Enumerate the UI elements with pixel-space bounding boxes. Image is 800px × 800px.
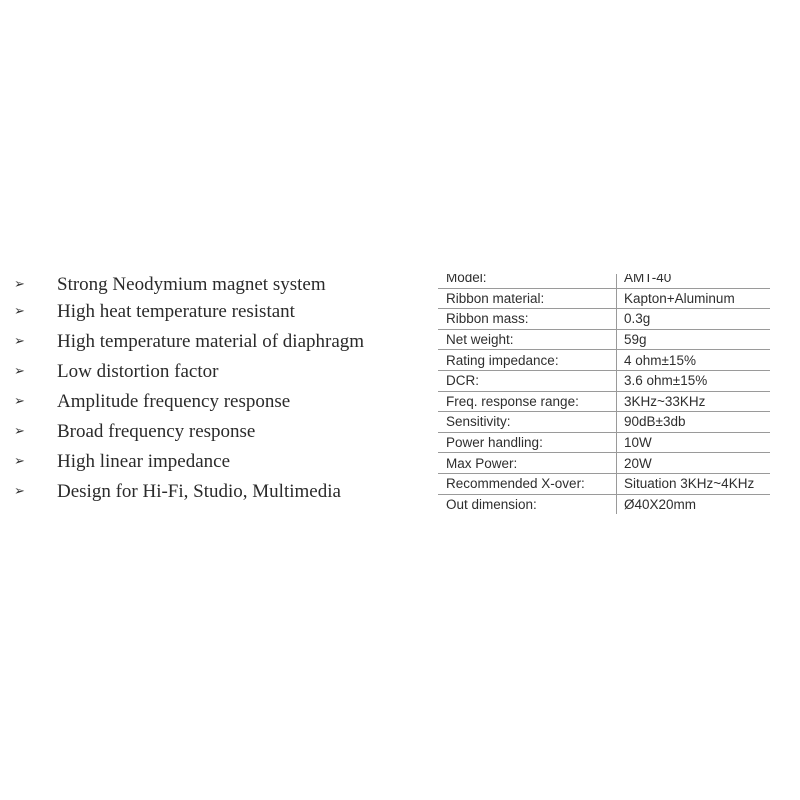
spec-value: 20W xyxy=(617,453,771,474)
spec-row xyxy=(438,453,770,474)
spec-label: Recommended X-over: xyxy=(438,473,617,494)
spec-value: 10W xyxy=(617,432,771,453)
spec-row xyxy=(438,391,770,412)
spec-row xyxy=(438,473,770,494)
arrowhead-bullet-icon: ➢ xyxy=(14,334,25,349)
spec-table-container xyxy=(438,274,770,514)
feature-text: High temperature material of diaphragm xyxy=(57,331,365,352)
spec-label: Sensitivity: xyxy=(438,412,617,433)
spec-label: DCR: xyxy=(438,370,617,391)
arrowhead-bullet-icon: ➢ xyxy=(14,424,25,439)
feature-text: Low distortion factor xyxy=(57,361,219,382)
arrowhead-bullet-icon: ➢ xyxy=(14,484,25,499)
spec-table xyxy=(438,274,770,514)
spec-label: Freq. response range: xyxy=(438,391,617,412)
feature-text: High heat temperature resistant xyxy=(57,301,295,322)
spec-value: AMT-40 xyxy=(617,274,771,288)
spec-row xyxy=(438,432,770,453)
arrowhead-bullet-icon: ➢ xyxy=(14,277,25,292)
spec-value: 4 ohm±15% xyxy=(617,350,771,371)
spec-label: Ribbon mass: xyxy=(438,309,617,330)
spec-value: Situation 3KHz~4KHz xyxy=(617,473,771,494)
spec-label: Ribbon material: xyxy=(438,288,617,309)
spec-value: 59g xyxy=(617,329,771,350)
spec-value: Ø40X20mm xyxy=(617,494,771,514)
arrowhead-bullet-icon: ➢ xyxy=(14,454,25,469)
spec-label: Out dimension: xyxy=(438,494,617,514)
spec-label: Max Power: xyxy=(438,453,617,474)
feature-item xyxy=(0,477,420,507)
arrowhead-bullet-icon: ➢ xyxy=(14,394,25,409)
feature-item xyxy=(0,357,420,387)
feature-text: Amplitude frequency response xyxy=(57,391,291,412)
feature-item xyxy=(0,297,420,327)
spec-label: Rating impedance: xyxy=(438,350,617,371)
spec-row xyxy=(438,412,770,433)
spec-row xyxy=(438,370,770,391)
feature-text: Strong Neodymium magnet system xyxy=(57,274,326,295)
feature-list xyxy=(0,272,420,507)
spec-row xyxy=(438,329,770,350)
spec-value: 3.6 ohm±15% xyxy=(617,370,771,391)
feature-item xyxy=(0,447,420,477)
spec-value: Kapton+Aluminum xyxy=(617,288,771,309)
arrowhead-bullet-icon: ➢ xyxy=(14,304,25,319)
arrowhead-bullet-icon: ➢ xyxy=(14,364,25,379)
feature-text: High linear impedance xyxy=(57,451,231,472)
feature-item xyxy=(0,327,420,357)
spec-value: 90dB±3db xyxy=(617,412,771,433)
spec-row xyxy=(438,288,770,309)
feature-item xyxy=(0,417,420,447)
feature-item xyxy=(0,387,420,417)
spec-label: Model: xyxy=(438,274,617,288)
spec-row xyxy=(438,350,770,371)
feature-text: Broad frequency response xyxy=(57,421,256,442)
spec-value: 0.3g xyxy=(617,309,771,330)
spec-value: 3KHz~33KHz xyxy=(617,391,771,412)
spec-label: Net weight: xyxy=(438,329,617,350)
spec-row xyxy=(438,309,770,330)
feature-item xyxy=(0,272,420,297)
feature-text: Design for Hi-Fi, Studio, Multimedia xyxy=(57,481,341,502)
spec-label: Power handling: xyxy=(438,432,617,453)
spec-row xyxy=(438,494,770,514)
spec-row xyxy=(438,274,770,288)
